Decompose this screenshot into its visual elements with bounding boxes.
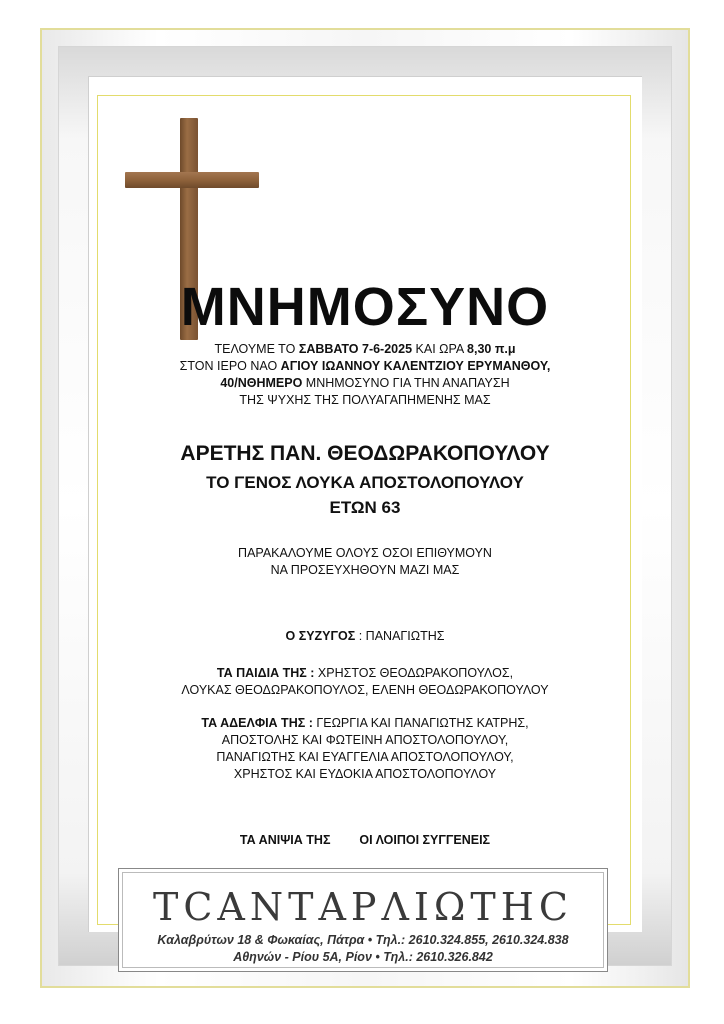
relatives-line: ΤΑ ΑΝΙΨΙΑ ΤΗΣ ΟΙ ΛΟΙΠΟΙ ΣΥΓΓΕΝΕΙΣ [239,833,491,847]
prayer-request: ΠΑΡΑΚΑΛΟΥΜΕ ΟΛΟΥΣ ΟΣΟΙ ΕΠΙΘΥΜΟΥΝ ΝΑ ΠΡΟΣΕΥΧΗΘΟΥΝ ΜΑΖΙ ΜΑΣ [238,546,492,577]
funeral-home-address-2: Αθηνών - Ρίου 5Α, Ρίον • Τηλ.: 2610.326.842 [233,950,493,964]
cross-horizontal-beam [125,172,259,188]
announcement-line-3: 40/ΝΘΗΜΕΡΟ ΜΝΗΜΟΣΥΝΟ ΓΙΑ ΤΗΝ ΑΝΑΠΑΥΣΗ [220,376,510,390]
funeral-home-address-1: Καλαβρύτων 18 & Φωκαίας, Πάτρα • Τηλ.: 2610.324.855, 2610.324.838 [157,933,569,947]
deceased-age: ΕΤΩΝ 63 [329,498,401,517]
deceased-name: ΑΡΕΤΗΣ ΠΑΝ. ΘΕΟΔΩΡΑΚΟΠΟΥΛΟΥ [180,442,550,465]
service-time: 8,30 π.μ [467,342,516,356]
announcement-line-4: ΤΗΣ ΨΥΧΗΣ ΤΗΣ ΠΟΛΥΑΓΑΠΗΜΕΝΗΣ ΜΑΣ [239,393,491,407]
funeral-home-box [118,868,608,972]
service-date: ΣΑΒΒΑΤΟ 7-6-2025 [298,342,413,356]
announcement-line-2: ΣΤΟΝ ΙΕΡΟ ΝΑΟ ΑΓΙΟΥ ΙΩΑΝΝΟΥ ΚΑΛΕΝΤΖΙΟΥ ΕΡΥΜΑΝΘΟΥ, [179,359,551,373]
announcement-line-1: ΤΕΛΟΥΜΕ ΤΟ ΣΑΒΒΑΤΟ 7-6-2025 ΚΑΙ ΩΡΑ 8,30 π.μ [214,342,516,356]
page-title: ΜΝΗΜΟΣΥΝΟ [180,277,550,337]
church-name: ΑΓΙΟΥ ΙΩΑΝΝΟΥ ΚΑΛΕΝΤΖΙΟΥ ΕΡΥΜΑΝΘΟΥ, [280,359,551,373]
announcement-block [100,341,630,409]
spouse-line: Ο ΣΥΖΥΓΟΣ : ΠΑΝΑΓΙΩΤΗΣ [285,629,445,643]
siblings-block: ΤΑ ΑΔΕΛΦΙΑ ΤΗΣ : ΓΕΩΡΓΙΑ ΚΑΙ ΠΑΝΑΓΙΩΤΗΣ ΚΑΤΡΗΣ, ΑΠΟΣΤΟΛΗΣ ΚΑΙ ΦΩΤΕΙΝΗ ΑΠΟΣΤΟΛΟΠΟΥΛΟΥ, ΠΑΝΑΓΙΩΤΗΣ ΚΑΙ ΕΥΑΓΓΕΛΙΑ ΑΠΟΣΤΟΛΟΠΟΥΛΟΥ, ΧΡΗΣΤΟΣ ΚΑΙ ΕΥΔΟΚΙΑ ΑΠΟΣΤΟΛΟΠΟΥΛΟΥ [201,716,529,781]
funeral-home-logo: ΤCΑΝΤΑΡΛΙΩΤΗC [153,885,573,929]
deceased-maiden-name: ΤΟ ΓΕΝΟΣ ΛΟΥΚΑ ΑΠΟΣΤΟΛΟΠΟΥΛΟΥ [206,473,524,492]
children-block: ΤΑ ΠΑΙΔΙΑ ΤΗΣ : ΧΡΗΣΤΟΣ ΘΕΟΔΩΡΑΚΟΠΟΥΛΟΣ, ΛΟΥΚΑΣ ΘΕΟΔΩΡΑΚΟΠΟΥΛΟΣ, ΕΛΕΝΗ ΘΕΟΔΩΡΑΚΟΠΟΥΛΟΥ [181,666,549,697]
